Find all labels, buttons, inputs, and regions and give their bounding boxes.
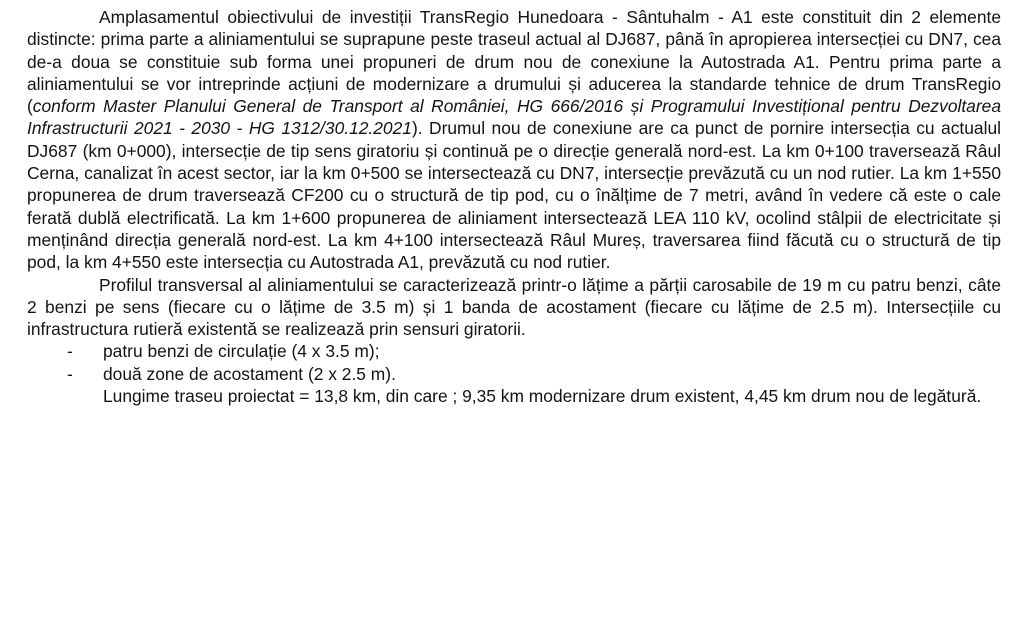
lane-list bbox=[27, 340, 1001, 385]
list-item bbox=[27, 363, 1001, 385]
bullet-dash: - bbox=[67, 341, 73, 362]
paragraph-location-italic-reference: conform Master Planului General de Transport al României, HG 666/2016 și Programului Investițional pentru Dezvoltarea Infrastructurii 2021 - 2030 - HG 1312/30.12.2021 bbox=[27, 96, 1001, 139]
bullet-dash: - bbox=[67, 363, 73, 384]
paragraph-location-text-start: Amplasamentul obiectivului de investiții TransRegio Hunedoara - Sântuhalm - A1 este constituit din 2 elemente distincte: prima parte a aliniamentului se suprapune peste traseul actual al DJ687, până în apropierea intersecției cu DN7, cea de-a doua se constituie sub forma unei propuneri de drum nou de conexiune la Autostrada A1. Pentru prima parte a aliniamentului se vor intreprinde acțiuni de modernizare a drumului și aducerea la standarde tehnice de drum TransRegio ( bbox=[27, 7, 1001, 117]
list-item-text: patru benzi de circulație (4 x 3.5 m); bbox=[103, 341, 380, 362]
paragraph-location bbox=[27, 6, 1001, 274]
paragraph-location-text-end: ). Drumul nou de conexiune are ca punct de pornire intersecția cu actualul DJ687 (km 0+000), intersecție de tip sens giratoriu și continuă pe o direcție generală nord-est. La km 0+100 traversează Râul Cerna, canalizat în acest sector, iar la km 0+500 se intersectează cu DN7, intersecție prevăzută cu un nod rutier. La km 1+550 propunerea de drum traversează CF200 cu o structură de tip pod, cu o înălțime de 7 metri, având în vedere că este o cale ferată dublă electrificată. La km 1+600 propunerea de aliniament intersectează LEA 110 kV, ocolind stâlpii de electricitate și menținând direcția generală nord-est. La km 4+100 intersectează Râul Mureș, traversarea fiind făcută cu o structură de tip pod, la km 4+550 este intersecția cu Autostrada A1, prevăzută cu nod rutier. bbox=[27, 118, 1001, 273]
document-page bbox=[27, 6, 1001, 407]
route-length-summary: Lungime traseu proiectat = 13,8 km, din care ; 9,35 km modernizare drum existent, 4,45 km drum nou de legătură. bbox=[103, 386, 982, 407]
list-item-text: două zone de acostament (2 x 2.5 m). bbox=[103, 363, 396, 384]
paragraph-cross-section: Profilul transversal al aliniamentului se caracterizează printr-o lățime a părții carosabile de 19 m cu patru benzi, câte 2 benzi pe sens (fiecare cu o lățime de 3.5 m) și 1 banda de acostament (fiecare cu lățime de 2.5 m). Intersecțiile cu infrastructura rutieră existentă se realizează prin sensuri giratorii. bbox=[27, 274, 1001, 340]
list-item bbox=[27, 340, 1001, 362]
